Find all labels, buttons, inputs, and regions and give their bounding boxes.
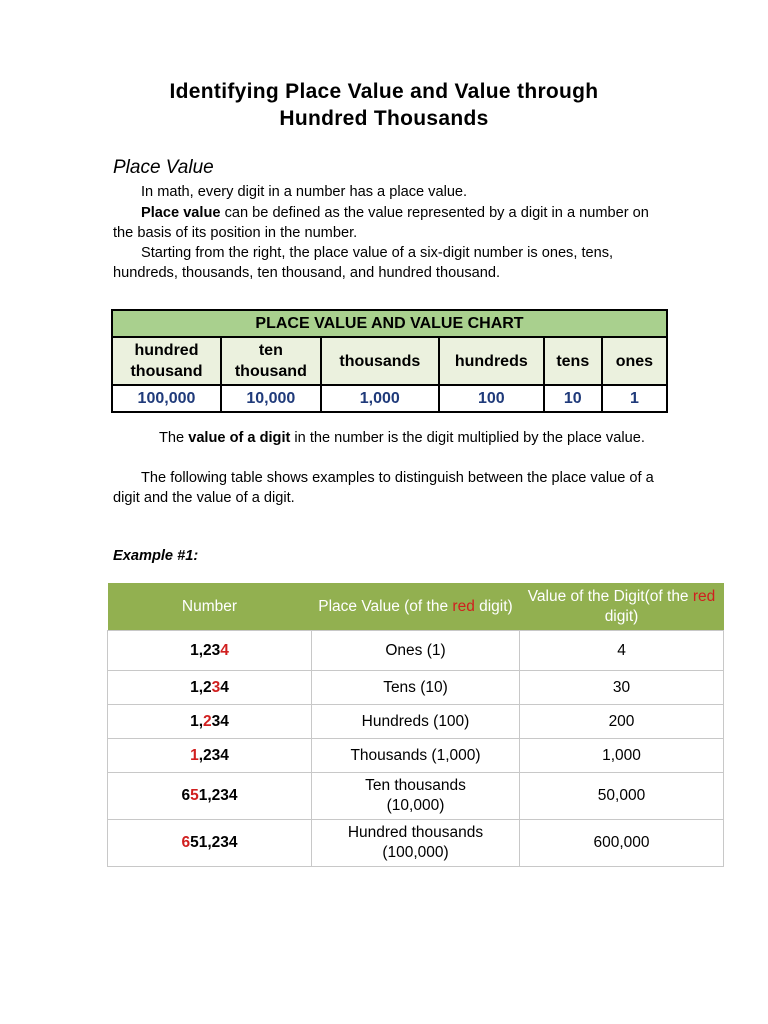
row-number: 651,234 xyxy=(108,773,312,820)
intro-paragraph-1: In math, every digit in a number has a place value. xyxy=(141,184,468,200)
row-place-value: Tens (10) xyxy=(312,671,520,705)
row-digit-value: 4 xyxy=(520,631,724,671)
row-place-value: Ten thousands (10,000) xyxy=(312,773,520,820)
chart-col-value: 1,000 xyxy=(321,385,439,412)
row-place-value: Ones (1) xyxy=(312,631,520,671)
row-digit-value: 1,000 xyxy=(520,739,724,773)
row-number: 1,234 xyxy=(108,739,312,773)
table-row xyxy=(108,705,724,739)
header-number: Number xyxy=(108,583,312,631)
place-value-term: Place value xyxy=(141,205,221,221)
chart-col-label: tens xyxy=(544,337,602,385)
chart-col-value: 100,000 xyxy=(112,385,221,412)
table-row xyxy=(108,631,724,671)
chart-col-value: 10,000 xyxy=(221,385,321,412)
explain-paragraph-2: The following table shows examples to distinguish between the place value of a digit and the value of a digit. xyxy=(113,470,654,507)
row-digit-value: 200 xyxy=(520,705,724,739)
header-place-value: Place Value (of the red digit) xyxy=(312,583,520,631)
row-digit-value: 50,000 xyxy=(520,773,724,820)
table-row xyxy=(108,820,724,867)
place-value-chart xyxy=(111,309,668,413)
row-number: 1,234 xyxy=(108,631,312,671)
value-of-digit-term: value of a digit xyxy=(188,430,291,446)
place-value-definition: can be defined as the value represented by a digit in a number on the basis of its position in the number. xyxy=(113,205,649,242)
example-label: Example #1: xyxy=(113,548,199,564)
row-place-value: Thousands (1,000) xyxy=(312,739,520,773)
row-digit-value: 30 xyxy=(520,671,724,705)
chart-col-value: 10 xyxy=(544,385,602,412)
header-digit-value: Value of the Digit(of the red digit) xyxy=(520,583,724,631)
example-table xyxy=(107,583,724,867)
chart-title: PLACE VALUE AND VALUE CHART xyxy=(112,310,667,337)
chart-col-label: ones xyxy=(602,337,667,385)
row-number: 651,234 xyxy=(108,820,312,867)
chart-col-label: hundreds xyxy=(439,337,544,385)
chart-col-value: 100 xyxy=(439,385,544,412)
title-line-2: Hundred Thousands xyxy=(279,107,489,130)
chart-col-label: ten thousand xyxy=(221,337,321,385)
intro-paragraph-3: Starting from the right, the place value of a six-digit number is ones, tens, hundreds, thousands, ten thousand, and hundred thousand. xyxy=(113,245,614,282)
document-title xyxy=(0,78,768,132)
row-place-value: Hundreds (100) xyxy=(312,705,520,739)
section-heading: Place Value xyxy=(113,157,214,178)
table-row xyxy=(108,773,724,820)
row-number: 1,234 xyxy=(108,671,312,705)
title-line-1: Identifying Place Value and Value through xyxy=(169,80,599,103)
chart-col-label: hundred thousand xyxy=(112,337,221,385)
row-digit-value: 600,000 xyxy=(520,820,724,867)
table-row xyxy=(108,671,724,705)
row-number: 1,234 xyxy=(108,705,312,739)
row-place-value: Hundred thousands (100,000) xyxy=(312,820,520,867)
chart-col-value: 1 xyxy=(602,385,667,412)
chart-col-label: thousands xyxy=(321,337,439,385)
explain-paragraph-1: The value of a digit in the number is the digit multiplied by the place value. xyxy=(159,430,645,446)
intro-paragraph-2 xyxy=(113,203,658,243)
table-row xyxy=(108,739,724,773)
